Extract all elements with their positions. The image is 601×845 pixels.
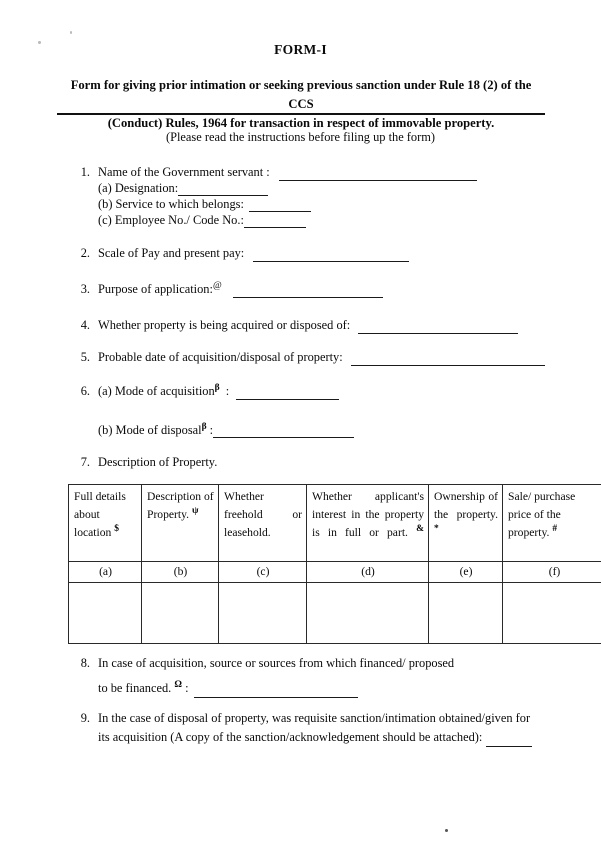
table-header-cell-f xyxy=(503,485,601,562)
item-3-footnote-marker: @ xyxy=(212,280,222,291)
item-6b-label: (b) Mode of disposal xyxy=(98,423,202,437)
table-column-letter-c: (c) xyxy=(219,562,307,583)
item-9-line1: In the case of disposal of property, was requisite sanction/intimation obtained/given for xyxy=(98,711,531,725)
item-1b-service-field[interactable] xyxy=(249,200,311,212)
item-8-line1: In case of acquisition, source or sources from which financed/ proposed xyxy=(98,656,455,670)
item-6b xyxy=(98,423,354,438)
item-9 xyxy=(72,709,542,747)
table-header-row xyxy=(69,485,601,562)
table-header-a-marker: $ xyxy=(114,524,120,535)
item-1-number: 1. xyxy=(80,165,90,179)
form-title-line2: (Conduct) Rules, 1964 for transaction in respect of immovable property. xyxy=(107,116,495,130)
table-header-c-text: Whether freehold or leasehold. xyxy=(224,490,302,539)
item-9-line2: its acquisition (A copy of the sanction/acknowledgement should be attached): xyxy=(98,730,483,744)
item-6-number: 6. xyxy=(80,384,90,398)
table-cell-b[interactable] xyxy=(142,583,219,644)
table-column-letter-b: (b) xyxy=(142,562,219,583)
form-id-heading: FORM-I xyxy=(274,42,327,57)
item-8-line2: to be financed. xyxy=(98,681,172,695)
scan-artifact xyxy=(445,829,448,832)
table-header-b-marker: ψ xyxy=(191,506,199,517)
item-4 xyxy=(72,317,518,334)
table-cell-e[interactable] xyxy=(429,583,503,644)
item-4-label: Whether property is being acquired or disposed of: xyxy=(98,318,351,332)
item-6b-colon: : xyxy=(209,423,214,437)
item-1-name-field[interactable] xyxy=(279,169,477,181)
item-6a-label: (a) Mode of acquisition xyxy=(98,384,215,398)
item-6a-footnote-marker: β xyxy=(214,382,220,393)
item-1c-employee-no-field[interactable] xyxy=(244,216,306,228)
item-2-label: Scale of Pay and present pay: xyxy=(98,246,245,260)
instruction-note: (Please read the instructions before filing up the form) xyxy=(165,130,436,144)
item-8-colon: : xyxy=(185,681,189,695)
table-cell-f[interactable] xyxy=(503,583,601,644)
item-7-label: Description of Property. xyxy=(98,455,218,469)
item-4-acquired-disposed-field[interactable] xyxy=(358,322,518,334)
table-header-d-marker: & xyxy=(416,524,425,535)
item-3 xyxy=(72,281,383,298)
table-header-f-marker: # xyxy=(552,524,558,535)
table-header-f-text: Sale/ purchase price of the property. xyxy=(508,490,576,539)
item-7 xyxy=(72,454,217,471)
property-description-table xyxy=(68,484,601,644)
item-3-purpose-field[interactable] xyxy=(233,286,383,298)
item-8-number: 8. xyxy=(80,656,90,670)
table-header-cell-c xyxy=(219,485,307,562)
item-5-probable-date-field[interactable] xyxy=(351,354,545,366)
table-cell-a[interactable] xyxy=(69,583,142,644)
item-1a xyxy=(98,181,268,196)
table-header-d-text: Whether applicant's interest in the property is in full or part. xyxy=(312,490,424,539)
item-1b xyxy=(98,197,311,212)
item-9-sanction-field[interactable] xyxy=(486,735,532,747)
item-6 xyxy=(72,383,339,400)
item-9-line2-row xyxy=(98,728,542,747)
item-2-number: 2. xyxy=(80,246,90,260)
item-5 xyxy=(72,349,545,366)
item-1a-designation-field[interactable] xyxy=(178,184,268,196)
item-1c-label: (c) Employee No./ Code No.: xyxy=(98,213,244,227)
item-9-number: 9. xyxy=(80,711,90,725)
table-header-e-marker: * xyxy=(434,524,439,535)
item-5-number: 5. xyxy=(80,350,90,364)
item-1 xyxy=(72,164,477,181)
item-8-line2-row xyxy=(98,679,512,698)
item-6a-mode-acquisition-field[interactable] xyxy=(236,388,339,400)
item-8-footnote-marker: Ω xyxy=(174,679,182,690)
item-8 xyxy=(72,654,512,698)
table-header-cell-b xyxy=(142,485,219,562)
item-4-number: 4. xyxy=(80,318,90,332)
item-1-label: Name of the Government servant : xyxy=(98,165,270,179)
table-column-letter-f: (f) xyxy=(503,562,601,583)
form-title-line1: Form for giving prior intimation or seeking previous sanction under Rule 18 (2) of the CCS xyxy=(70,78,532,111)
item-2-pay-field[interactable] xyxy=(253,250,409,262)
item-1b-label: (b) Service to which belongs: xyxy=(98,197,244,211)
scan-artifact xyxy=(70,31,72,34)
item-2 xyxy=(72,245,409,262)
item-1a-label: (a) Designation: xyxy=(98,181,179,195)
item-1c xyxy=(98,213,306,228)
table-cell-d[interactable] xyxy=(307,583,429,644)
item-8-source-finance-field[interactable] xyxy=(194,686,358,698)
table-cell-c[interactable] xyxy=(219,583,307,644)
item-6b-mode-disposal-field[interactable] xyxy=(213,426,354,438)
table-header-b-text: Description of Property. xyxy=(147,490,214,521)
table-header-e-text: Ownership of the property. xyxy=(434,490,498,521)
table-column-letter-a: (a) xyxy=(69,562,142,583)
item-6b-footnote-marker: β xyxy=(201,421,207,432)
item-7-number: 7. xyxy=(80,455,90,469)
item-3-number: 3. xyxy=(80,282,90,296)
table-header-cell-d xyxy=(307,485,429,562)
item-6a-colon: : xyxy=(225,384,230,398)
table-header-cell-e xyxy=(429,485,503,562)
title-divider xyxy=(57,113,545,115)
item-3-label: Purpose of application: xyxy=(98,282,213,296)
form-title xyxy=(57,76,545,133)
table-column-letter-d: (d) xyxy=(307,562,429,583)
table-row xyxy=(69,583,601,644)
table-column-letter-e: (e) xyxy=(429,562,503,583)
item-5-label: Probable date of acquisition/disposal of property: xyxy=(98,350,343,364)
table-header-a-text: Full details about location xyxy=(74,490,126,539)
table-header-cell-a xyxy=(69,485,142,562)
table-column-letter-row xyxy=(69,562,601,583)
